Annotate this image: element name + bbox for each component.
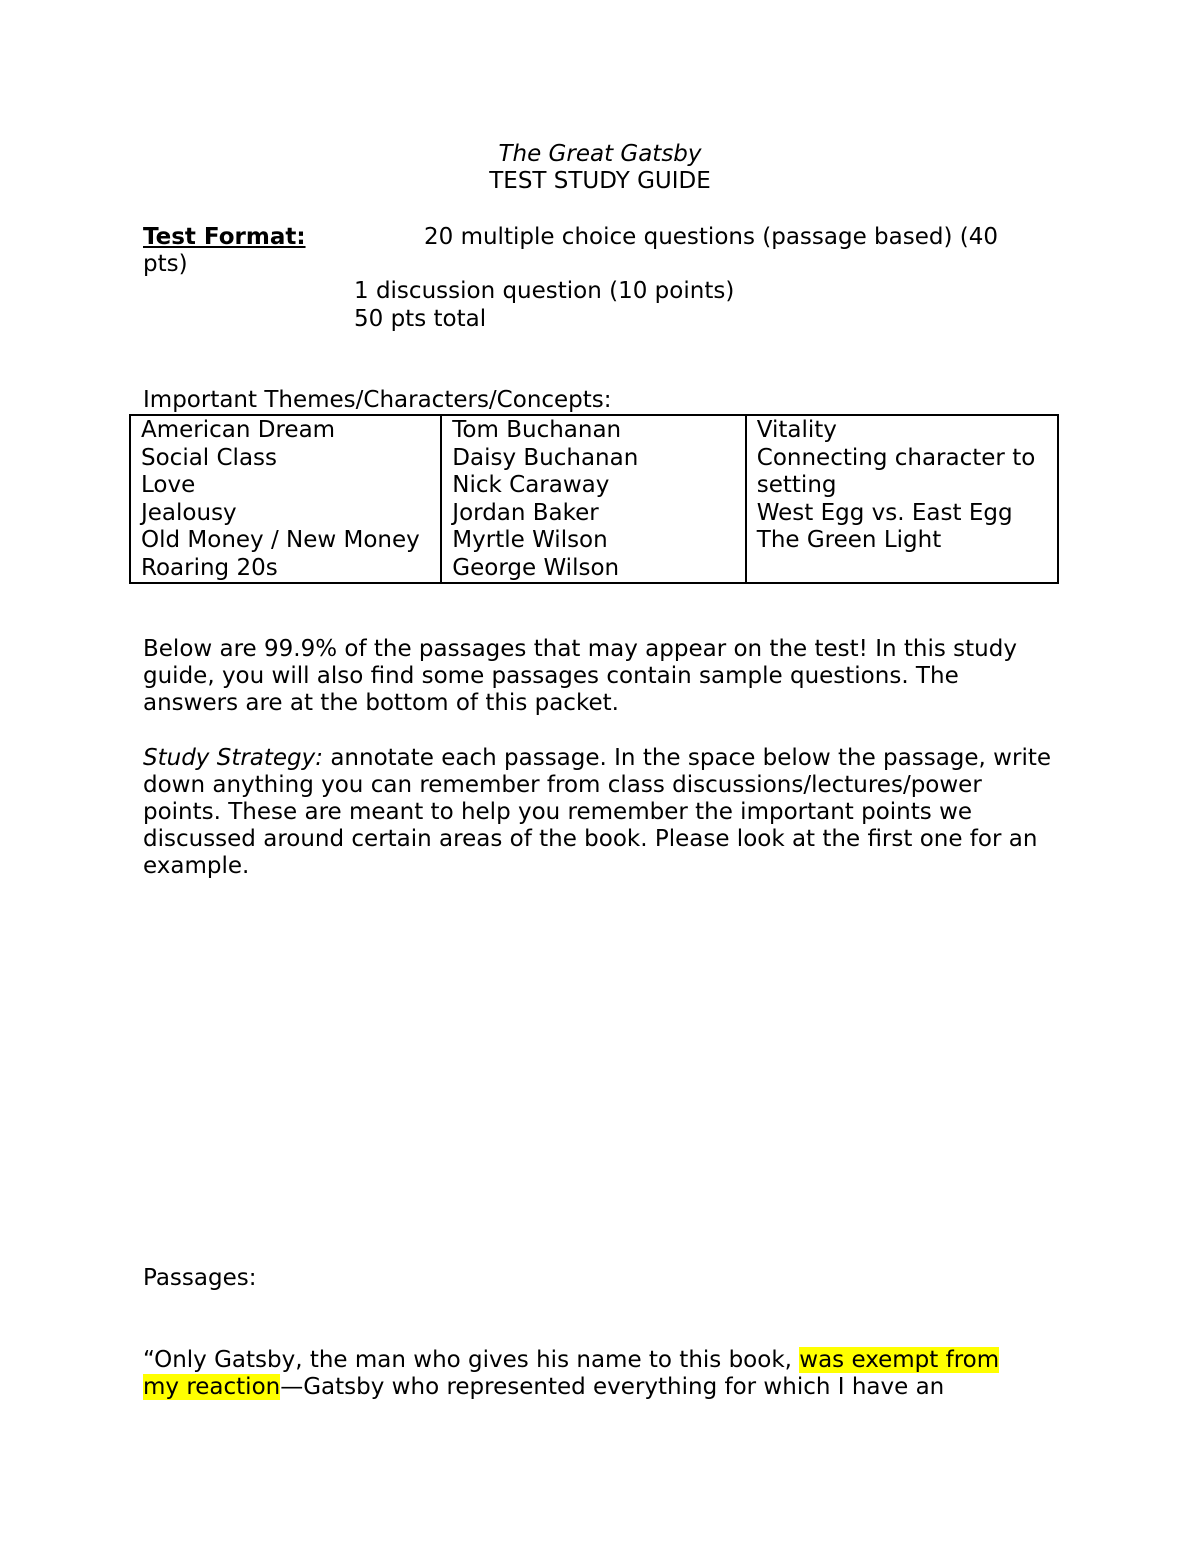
study-strategy-paragraph: [143, 745, 1053, 880]
passages-heading: Passages:: [143, 1265, 257, 1291]
passage-1-highlight-1: was exempt from: [799, 1347, 1000, 1373]
passage-1-text-end: —Gatsby who represented everything for which I have an: [280, 1374, 945, 1400]
characters-column: [441, 415, 745, 583]
passage-1-highlight-2: my reaction: [143, 1374, 281, 1400]
intro-paragraph: Below are 99.9% of the passages that may appear on the test! In this study guide, you will also find some passages contain sample questions. The answers are at the bottom of this packet.: [143, 636, 1017, 716]
theme-item: Jealousy: [141, 499, 237, 526]
concept-item: Connecting character to: [756, 444, 1036, 471]
concept-item: West Egg vs. East Egg: [756, 499, 1013, 526]
concept-item: The Green Light: [756, 527, 942, 553]
character-item: Nick Caraway: [452, 472, 610, 498]
themes-column: [130, 415, 441, 583]
test-format-line-1-wrap: pts): [143, 251, 188, 277]
theme-item: Love: [141, 472, 196, 498]
concept-item: setting: [756, 472, 837, 498]
concepts-heading: Important Themes/Characters/Concepts:: [143, 387, 612, 413]
character-item: Tom Buchanan: [452, 417, 622, 443]
passage-1: [143, 1347, 1043, 1401]
test-format-line-2: 1 discussion question (10 points): [354, 278, 735, 304]
document-subtitle: TEST STUDY GUIDE: [489, 168, 711, 194]
concepts-table: [129, 414, 1059, 584]
character-item: Myrtle Wilson: [452, 527, 608, 553]
character-item: George Wilson: [452, 554, 620, 581]
character-item: Daisy Buchanan: [452, 444, 639, 471]
theme-item: American Dream: [141, 417, 336, 443]
passage-1-text-start: “Only Gatsby, the man who gives his name to this book,: [143, 1347, 800, 1373]
document-title: The Great Gatsby: [498, 141, 702, 167]
test-format-label: Test Format:: [143, 224, 306, 250]
concept-item: Vitality: [756, 417, 837, 443]
character-item: Jordan Baker: [452, 499, 599, 526]
concepts-table-row: [130, 415, 1058, 583]
test-format-line-1: 20 multiple choice questions (passage based) (40: [424, 224, 999, 250]
concepts-column: [746, 415, 1058, 583]
theme-item: Roaring 20s: [141, 554, 278, 581]
theme-item: Social Class: [141, 444, 278, 471]
theme-item: Old Money / New Money: [141, 527, 420, 553]
study-strategy-label: Study Strategy:: [143, 745, 324, 771]
test-format-line-3: 50 pts total: [354, 306, 487, 332]
study-strategy-text: annotate each passage. In the space below the passage, write down anything you can remember from class discussions/lectures/power points. These are meant to help you remember the important points we discussed around certain areas of the book. Please look at the first one for an example.: [143, 745, 1051, 879]
